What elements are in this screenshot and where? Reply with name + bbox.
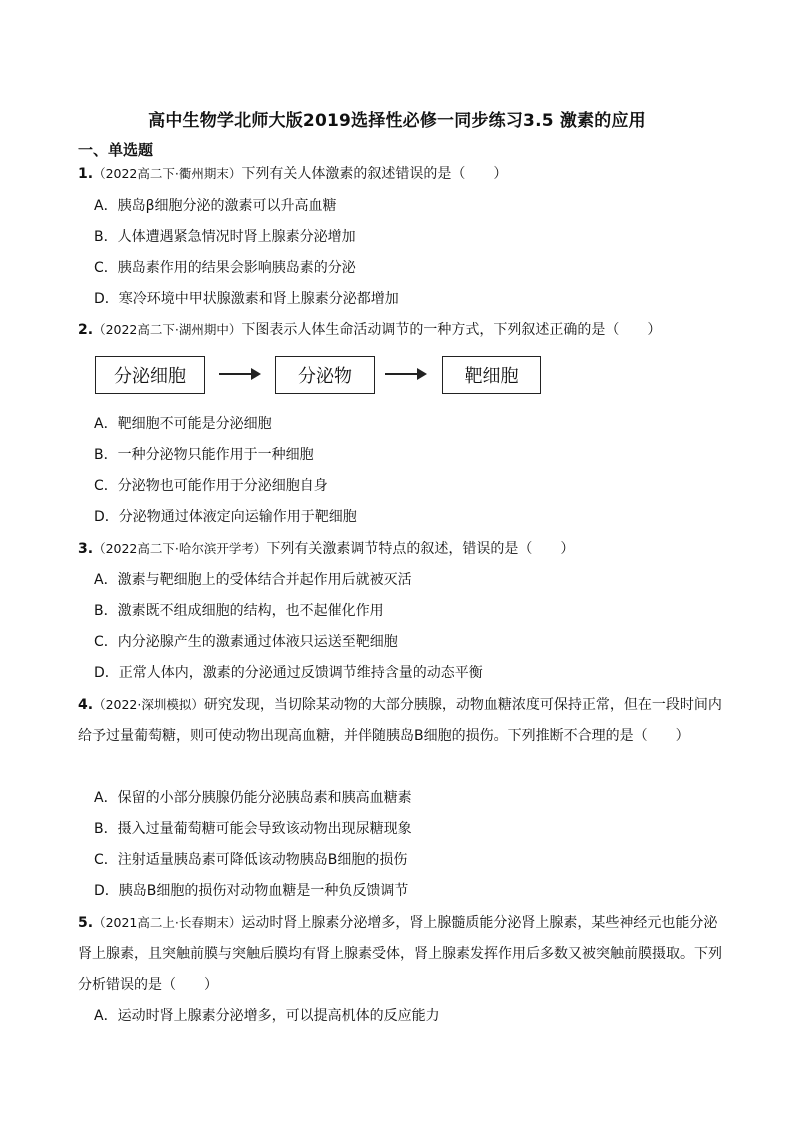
flow-diagram xyxy=(95,356,545,396)
option-b: B．激素既不组成细胞的结构，也不起催化作用 xyxy=(94,603,384,619)
question-source: （2022高二下·湖州期中） xyxy=(93,322,242,337)
option-d: D．分泌物通过体液定向运输作用于靶细胞 xyxy=(94,509,357,525)
option-b: B．人体遭遇紧急情况时肾上腺素分泌增加 xyxy=(94,229,356,245)
question-1 xyxy=(78,158,728,190)
question-3 xyxy=(78,533,728,565)
question-number: 1. xyxy=(78,166,94,182)
option-c: C．分泌物也可能作用于分泌细胞自身 xyxy=(94,478,328,494)
question-5 xyxy=(78,907,728,1001)
option-a: A．保留的小部分胰腺仍能分泌胰岛素和胰高血糖素 xyxy=(94,790,412,806)
question-stem: 运动时肾上腺素分泌增多，肾上腺髓质能分泌肾上腺素，某些神经元也能分泌肾上腺素，且突触前膜与突触后膜均有肾上腺素受体，肾上腺素发挥作用后多数又被突触前膜摄取。下列分析错误的是（ ） xyxy=(78,915,722,993)
section-heading: 一、单选题 xyxy=(78,141,154,159)
question-number: 5. xyxy=(78,915,94,931)
option-d: D．寒冷环境中甲状腺激素和肾上腺素分泌都增加 xyxy=(94,291,399,307)
option-a: A．激素与靶细胞上的受体结合并起作用后就被灭活 xyxy=(94,572,412,588)
option-b: B．一种分泌物只能作用于一种细胞 xyxy=(94,447,314,463)
diagram-box-secretory-cell: 分泌细胞 xyxy=(95,356,205,394)
option-d: D．胰岛B细胞的损伤对动物血糖是一种负反馈调节 xyxy=(94,883,409,899)
question-stem: 研究发现，当切除某动物的大部分胰腺，动物血糖浓度可保持正常，但在一段时间内给予过量葡萄糖，则可使动物出现高血糖，并伴随胰岛B细胞的损伤。下列推断不合理的是（ ） xyxy=(78,697,722,744)
question-source: （2021高二上·长春期末） xyxy=(93,915,242,930)
question-source: （2022·深圳模拟） xyxy=(93,697,204,712)
option-b: B．摄入过量葡萄糖可能会导致该动物出现尿糖现象 xyxy=(94,821,412,837)
question-4 xyxy=(78,689,728,752)
option-c: C．注射适量胰岛素可降低该动物胰岛B细胞的损伤 xyxy=(94,852,408,868)
question-2 xyxy=(78,314,728,346)
option-a: A．胰岛β细胞分泌的激素可以升高血糖 xyxy=(94,198,337,214)
arrow-right-icon xyxy=(219,373,259,375)
question-source: （2022高二下·哈尔滨开学考） xyxy=(93,541,267,556)
option-c: C．胰岛素作用的结果会影响胰岛素的分泌 xyxy=(94,260,356,276)
question-source: （2022高二下·衢州期末） xyxy=(93,166,242,181)
question-stem: 下图表示人体生命活动调节的一种方式，下列叙述正确的是（ ） xyxy=(241,322,662,338)
question-stem: 下列有关激素调节特点的叙述，错误的是（ ） xyxy=(266,541,575,557)
option-a: A．靶细胞不可能是分泌细胞 xyxy=(94,416,272,432)
page-title: 高中生物学北师大版2019选择性必修一同步练习3.5 激素的应用 xyxy=(148,111,646,131)
question-number: 4. xyxy=(78,697,94,713)
question-number: 2. xyxy=(78,322,94,338)
option-d: D．正常人体内，激素的分泌通过反馈调节维持含量的动态平衡 xyxy=(94,665,483,681)
option-c: C．内分泌腺产生的激素通过体液只运送至靶细胞 xyxy=(94,634,398,650)
option-a: A．运动时肾上腺素分泌增多，可以提高机体的反应能力 xyxy=(94,1008,440,1024)
arrow-right-icon xyxy=(385,373,425,375)
diagram-box-secretion: 分泌物 xyxy=(275,356,375,394)
question-stem: 下列有关人体激素的叙述错误的是（ ） xyxy=(241,166,508,182)
question-number: 3. xyxy=(78,541,94,557)
diagram-box-target-cell: 靶细胞 xyxy=(442,356,541,394)
